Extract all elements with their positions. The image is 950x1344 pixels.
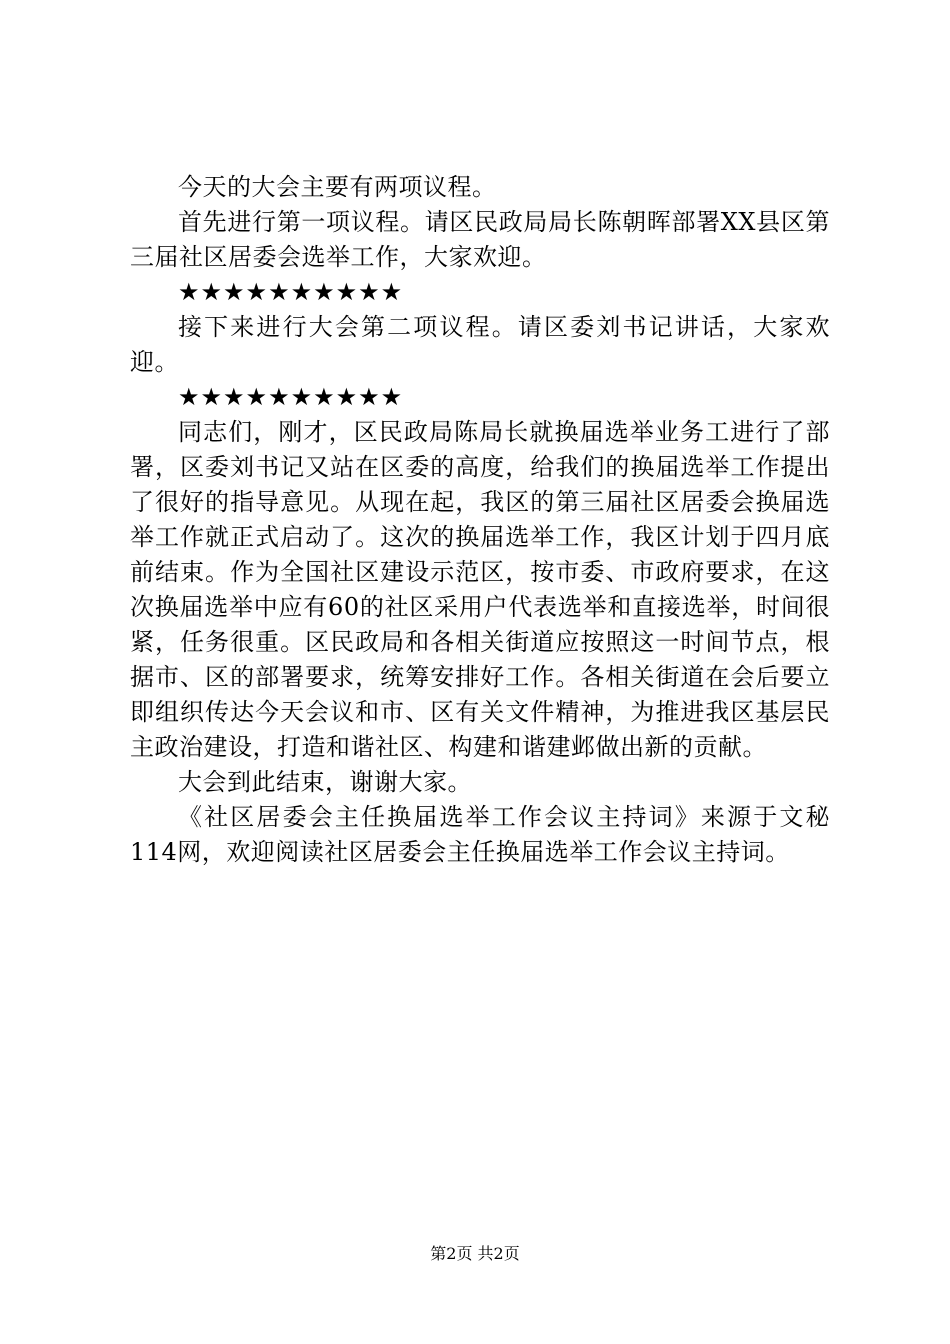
paragraph-source-note: 《社区居委会主任换届选举工作会议主持词》来源于文秘114网，欢迎阅读社区居委会主任换届选举工作会议主持词。 <box>130 803 830 866</box>
star-divider: ★★★★★★★★★★ <box>178 383 404 411</box>
paragraph-agenda-intro: 今天的大会主要有两项议程。 <box>178 173 497 201</box>
paragraph-first-item: 首先进行第一项议程。请区民政局局长陈朝晖部署XX县区第三届社区居委会选举工作，大家欢迎。 <box>130 208 830 271</box>
document-body <box>130 170 830 870</box>
page-number-footer: 第2页 共2页 <box>430 1244 520 1263</box>
paragraph-closing: 大会到此结束，谢谢大家。 <box>178 768 472 796</box>
paragraph-summary: 同志们，刚才，区民政局陈局长就换届选举业务工进行了部署，区委刘书记又站在区委的高度，给我们的换届选举工作提出了很好的指导意见。从现在起，我区的第三届社区居委会换届选举工作就正式启动了。这次的换届选举工作，我区计划于四月底前结束。作为全国社区建设示范区，按市委、市政府要求，在这次换届选举中应有60的社区采用户代表选举和直接选举，时间很紧，任务很重。区民政局和各相关街道应按照这一时间节点，根据市、区的部署要求，统筹安排好工作。各相关街道在会后要立即组织传达今天会议和市、区有关文件精神，为推进我区基层民主政治建设，打造和谐社区、构建和谐建邺做出新的贡献。 <box>130 418 830 761</box>
paragraph-second-item: 接下来进行大会第二项议程。请区委刘书记讲话，大家欢迎。 <box>130 313 830 376</box>
star-divider: ★★★★★★★★★★ <box>178 278 404 306</box>
